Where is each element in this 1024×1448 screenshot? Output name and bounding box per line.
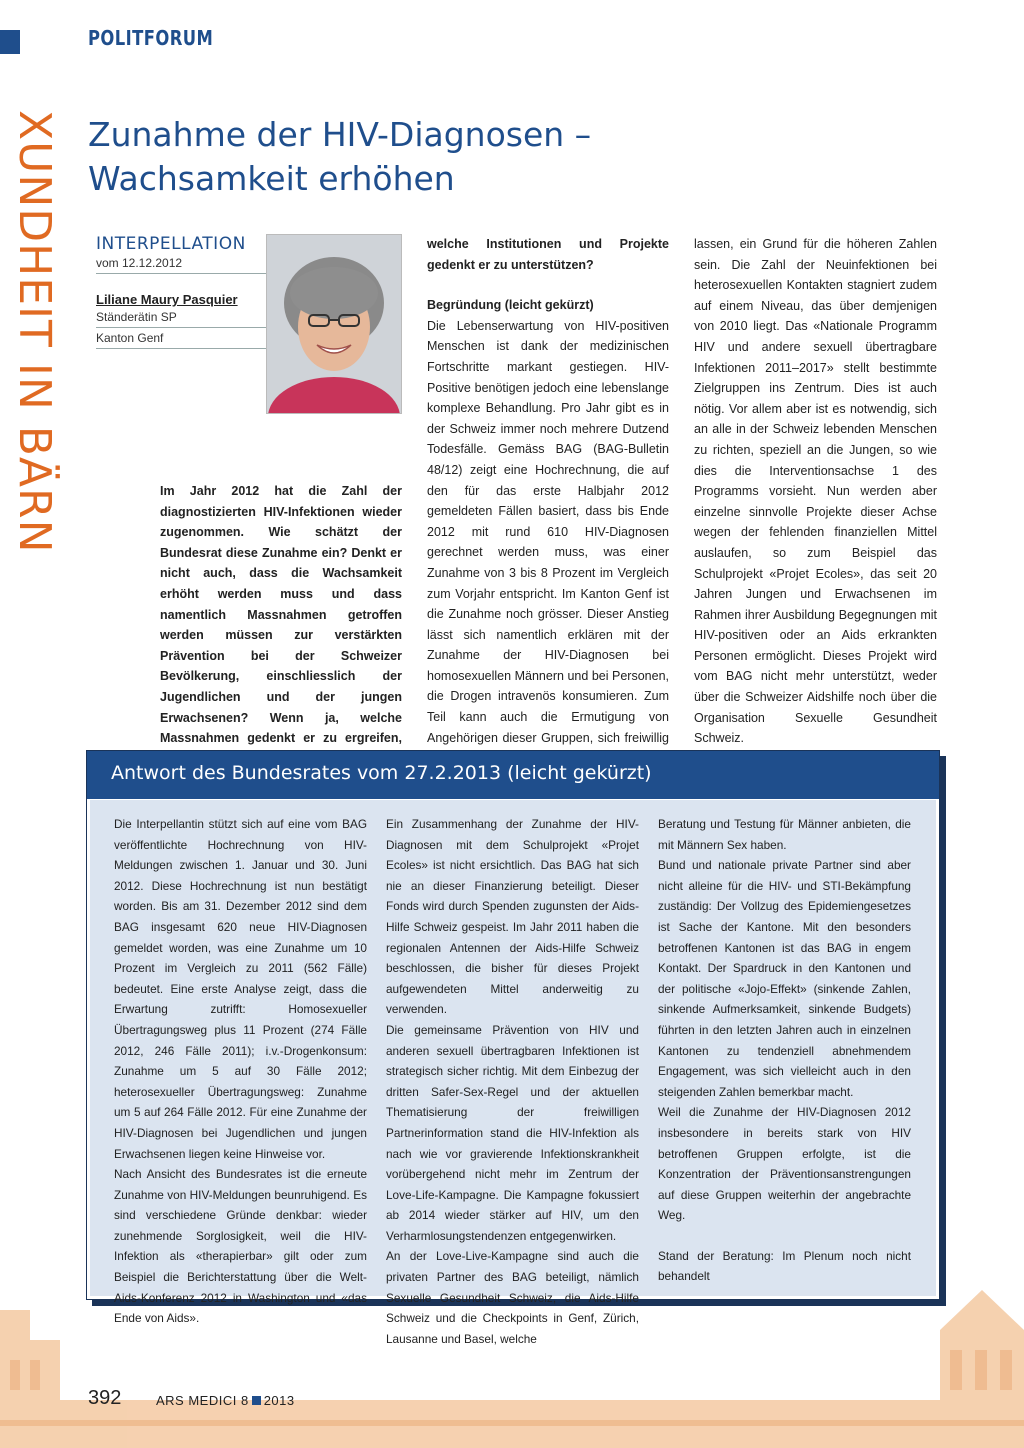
title-line-1: Zunahme der HIV-Diagnosen – xyxy=(88,115,592,154)
answer-paragraph: An der Love-Live-Kampagne sind auch die privaten Partner des BAG beteiligt, nämlich Sexuelle Gesundheit Schweiz, die Aids-Hilfe Schweiz und die Checkpoints in Genf, Zürich, Lausanne und Basel, welche xyxy=(386,1249,639,1346)
document-kind: INTERPELLATION xyxy=(96,234,246,254)
vertical-section-title: XUNDHEIT IN BÄRN xyxy=(9,110,60,554)
page-number: 392 xyxy=(88,1387,122,1409)
deliberation-status: Stand der Beratung: Im Plenum noch nicht behandelt xyxy=(658,1248,911,1284)
answer-paragraph: Die Interpellantin stützt sich auf eine vom BAG veröffentlichte Hochrechnung von HIV-Meldungen zwischen 1. Januar und 30. Juni 2012. Diese Hochrechnung ist nun bestätigt worden. Bis am 31. Dezember 2012 sind dem BAG insgesamt 620 neue HIV-Diagnosen gemeldet worden, was eine Zunahme um 10 Prozent im Vergleich zu 2011 (562 Fälle) bedeutet. Eine erste Analyse zeigt, dass die Erwartung zutrifft: Homosexueller Übertragungsweg plus 11 Prozent (274 Fälle 2012, 246 Fälle 2011); i.v.-Drogenkonsum: Zunahme um 5 auf 30 Fälle 2012; heterosexueller Übertragungsweg: Zunahme um 5 auf 264 Fälle 2012. Für eine Zunahme der HIV-Diagnosen bei Jugendlichen und jungen Erwachsenen liegen keine Hinweise vor. xyxy=(114,817,367,1161)
journal-footer xyxy=(156,1393,295,1408)
journal-name: ARS MEDICI 8 xyxy=(156,1393,249,1408)
section-label: POLITFORUM xyxy=(88,26,214,50)
answer-paragraph: Weil die Zunahme der HIV-Diagnosen 2012 insbesondere in bereits stark von HIV betroffenen Gruppen erfolgte, ist die Konzentration der Präventionsanstrengungen auf diese Gruppen weiterhin der angebrachte Weg. xyxy=(658,1105,911,1223)
answer-body xyxy=(90,800,936,1346)
answer-paragraph: Bund und nationale private Partner sind aber nicht alleine für die HIV- und STI-Bekämpfung zuständig: Der Vollzug des Epidemiengesetzes ist Sache der Kantone. Mit den besonders betroffenen Kantonen ist das BAG in engem Kontakt. Der Spardruck in den Kantonen und der politische «Jojo-Effekt» (sinkende Zahlen, sinkende Aufmerksamkeit, sinkende Budgets) führten in den letzten Jahren auch in einzelnen Kantonen zu tendenziell abnehmendem Engagement, was sich vielleicht auch in den steigenden Zahlen bemerkbar macht. xyxy=(658,858,911,1099)
answer-column-1 xyxy=(114,814,367,1329)
question-continuation: welche Institutionen und Projekte gedenkt er zu unterstützen? xyxy=(427,237,669,272)
reason-text-b: lassen, ein Grund für die höheren Zahlen sein. Die Zahl der Neuinfektionen bei heterosexuellen Kontakten stagniert zudem auf einem Niveau, das über demjenigen von 2010 liegt. Das «Nationale Programm HIV und andere sexuell übertragbare Infektionen 2011–2017» stellt bestimmte Zielgruppen ins Zentrum. Dies ist auch nötig. Vor allem aber ist es notwendig, sich an alle in der Schweiz lebenden Menschen zu richten, speziell an die Jungen, so wie dies die Interventionsachse 1 des Programms vorsieht. Nun werden aber einzelne sinnvolle Projekte dieser Achse wegen der fehlenden finanziellen Mittel auslaufen, so zum Beispiel das Schulprojekt «Projet Ecoles», das seit 20 Jahren Jungen und Erwachsenen im Rahmen ihrer Ausbildung Begegnungen mit HIV-positiven oder an Aids erkrankten Personen ermöglicht. Dieses Projekt wird vom BAG nicht mehr unterstützt, weder über die Schweizer Aidshilfe noch über die Organisation Sexuelle Gesundheit Schweiz. xyxy=(694,237,937,746)
author-box xyxy=(96,234,266,349)
corner-marker xyxy=(0,30,20,54)
answer-paragraph: Nach Ansicht des Bundesrates ist die erneute Zunahme von HIV-Meldungen beunruhigend. Es sind verschiedene Gründe denkbar: wieder zunehmende Sorglosigkeit, weil die HIV-Infektion als «therapierbar» gilt oder zum Beispiel die Berichterstattung über die Welt-Aids-Konferenz 2012 in Washington und «das Ende von Aids». xyxy=(114,1167,367,1326)
answer-heading: Antwort des Bundesrates vom 27.2.2013 (leicht gekürzt) xyxy=(87,751,939,799)
author-role: Ständerätin SP xyxy=(96,307,266,328)
journal-year: 2013 xyxy=(263,1393,295,1408)
author-portrait xyxy=(266,234,402,414)
portrait-image xyxy=(267,235,401,413)
reason-heading: Begründung (leicht gekürzt) xyxy=(427,298,594,313)
answer-paragraph: Ein Zusammenhang der Zunahme der HIV-Diagnosen mit dem Schulprojekt «Projet Ecoles» ist nicht ersichtlich. Das BAG hat sich nie an dieser Finanzierung beteiligt. Dieser Fonds wird durch Spenden zugunsten der Aids-Hilfe Schweiz gespeist. Im Jahr 2011 haben die regionalen Antennen der Aids-Hilfe Schweiz beschlossen, die bisher für dieses Projekt aufgewendeten Mittel anderweitig zu verwenden. xyxy=(386,817,639,1017)
title-line-2: Wachsamkeit erhöhen xyxy=(88,159,455,198)
answer-paragraph: Die gemeinsame Prävention von HIV und anderen sexuell übertragbaren Infektionen ist strategisch sicher richtig. Mit dem Einbezug der dritten Safer-Sex-Regel und der aktuellen Thematisierung der freiwilligen Partnerinformation stand die HIV-Infektion als nach wie vor gravierende Infektionskrankheit vorübergehend nicht mehr im Zentrum der Love-Life-Kampagne. Die Kampagne fokussiert ab 2014 wieder stärker auf HIV, um den Verharmlosungstendenzen entgegenwirken. xyxy=(386,1022,639,1243)
federal-palace-illustration xyxy=(0,1270,1024,1448)
question-intro: Im Jahr 2012 hat die Zahl der diagnostizierten HIV-Infektionen wieder zugenommen. Wie schätzt der Bundesrat diese Zunahme ein? Denkt er nicht auch, dass die Wachsamkeit erhöht werden muss und dass namentlich Massnahmen getroffen werden müssen zur verstärkten Prävention bei der Schweizer Bevölkerung, einschliesslich der Jugendlichen und der jungen Erwachsenen? Wenn ja, welche Massnahmen gedenkt er zu ergreifen, xyxy=(160,484,402,746)
answer-box xyxy=(86,750,940,1346)
article-title xyxy=(88,113,591,201)
separator-square xyxy=(252,1396,261,1405)
text-column-3 xyxy=(694,234,937,749)
author-name: Liliane Maury Pasquier xyxy=(96,292,238,307)
reason-text-a: Die Lebenserwartung von HIV-positiven Menschen ist dank der medizinischen Fortschritte markant gestiegen. HIV-Positive benötigen jedoch eine lebenslange komplexe Behandlung. Pro Jahr gibt es in der Schweiz immer noch mehrere Dutzend Todesfälle. Gemäss BAG (BAG-Bulletin 48/12) zeigt eine Hochrechnung, die auf den für das erste Halbjahr 2012 gemeldeten Fällen basiert, dass bis Ende 2012 mit rund 610 HIV-Diagnosen gerechnet werden muss, was einer Zunahme von 3 bis 8 Prozent im Vergleich zum Vorjahr entspricht. Im Kanton Genf ist die Zunahme noch grösser. Dieser Anstieg lässt sich namentlich erklären mit der Zunahme der HIV-Diagnosen bei homosexuellen Männern und bei Personen, die Drogen intravenös konsumieren. Zum Teil kann auch die Ermutigung von Angehörigen dieser Gruppen, sich freiwillig xyxy=(427,318,669,745)
text-column-2 xyxy=(427,234,669,769)
author-canton: Kanton Genf xyxy=(96,328,266,349)
document-date: vom 12.12.2012 xyxy=(96,254,266,274)
answer-column-3 xyxy=(658,814,911,1287)
answer-paragraph: Beratung und Testung für Männer anbieten, die mit Männern Sex haben. xyxy=(658,817,911,852)
